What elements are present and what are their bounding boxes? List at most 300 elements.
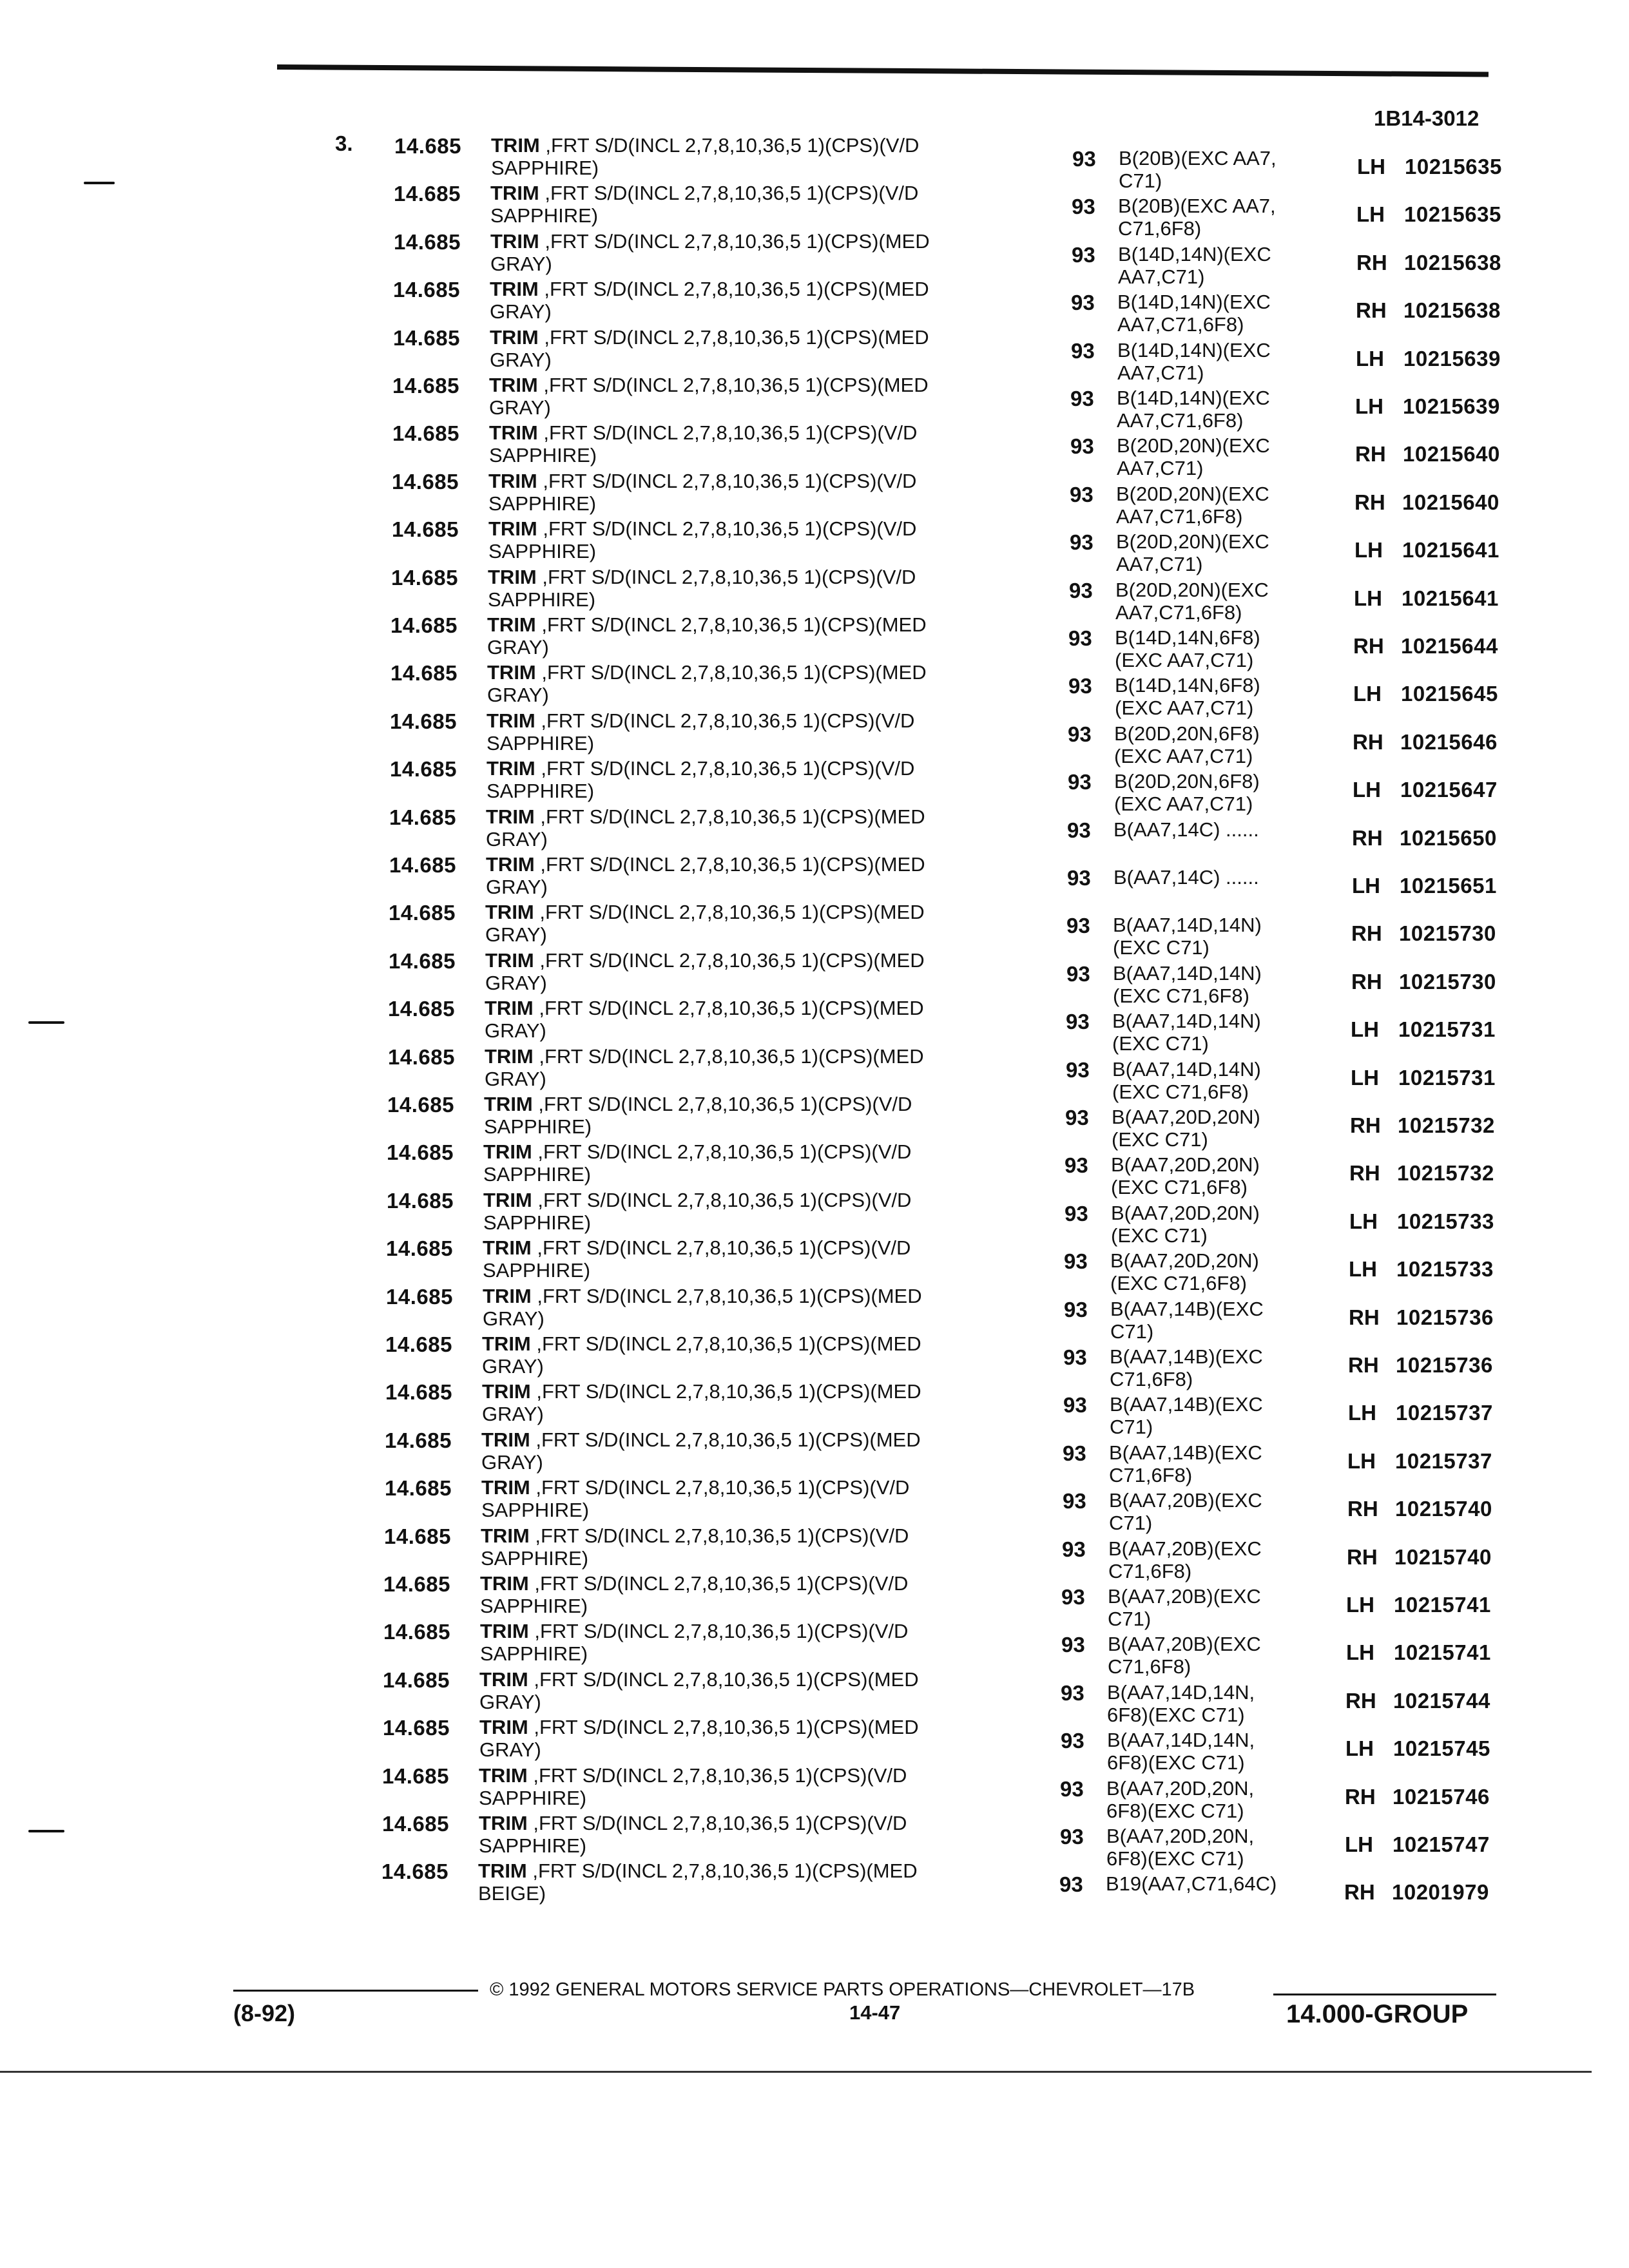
- usage-code: B(AA7,14D,14N) (EXC C71,6F8): [1113, 962, 1262, 1007]
- description-text: ,FRT S/D(INCL 2,7,8,10,36,5 1)(CPS)(V/D SAPPHIRE): [481, 1476, 910, 1521]
- description-text: ,FRT S/D(INCL 2,7,8,10,36,5 1)(CPS)(V/D SAPPHIRE): [488, 566, 916, 611]
- group-number: 14.685: [392, 470, 459, 494]
- revision-date: (8-92): [233, 2000, 296, 2026]
- usage-code: B(AA7,20D,20N, 6F8)(EXC C71): [1106, 1825, 1255, 1870]
- usage-code: B(14D,14N,6F8) (EXC AA7,C71): [1115, 674, 1260, 719]
- model-year: 93: [1068, 770, 1092, 794]
- group-number: 14.685: [389, 853, 456, 877]
- part-number: 10215733: [1396, 1257, 1494, 1281]
- group-number: 14.685: [393, 326, 460, 350]
- model-year: 93: [1071, 339, 1095, 363]
- description-keyword: TRIM: [478, 1860, 527, 1882]
- description-keyword: TRIM: [490, 278, 539, 300]
- part-number: 10215746: [1393, 1785, 1490, 1809]
- footer-rule-left: [233, 1990, 478, 1992]
- description-keyword: TRIM: [480, 1572, 529, 1595]
- usage-code: B(AA7,14D,14N) (EXC C71): [1113, 914, 1262, 959]
- part-number: 10215747: [1393, 1832, 1490, 1856]
- description-keyword: TRIM: [487, 709, 535, 732]
- group-number: 14.685: [385, 1332, 452, 1356]
- description-keyword: TRIM: [481, 1524, 530, 1547]
- group-number: 14.685: [388, 997, 455, 1021]
- part-number: 10215639: [1403, 394, 1500, 418]
- group-number: 14.685: [390, 661, 458, 685]
- part-number: 10215646: [1400, 730, 1498, 754]
- usage-code: B(AA7,20B)(EXC C71): [1109, 1489, 1262, 1534]
- side-indicator: RH: [1347, 1497, 1378, 1521]
- part-description: [484, 1093, 999, 1138]
- description-keyword: TRIM: [480, 1620, 529, 1642]
- usage-code: B(AA7,20D,20N) (EXC C71,6F8): [1110, 1249, 1259, 1294]
- side-indicator: RH: [1354, 490, 1385, 514]
- model-year: 93: [1062, 1537, 1086, 1561]
- table-row: [0, 1332, 1629, 1390]
- side-indicator: LH: [1346, 1593, 1374, 1617]
- part-description: [490, 326, 1005, 371]
- description-text: ,FRT S/D(INCL 2,7,8,10,36,5 1)(CPS)(MED GRAY): [490, 278, 929, 323]
- part-number: 10215737: [1395, 1449, 1492, 1473]
- description-text: ,FRT S/D(INCL 2,7,8,10,36,5 1)(CPS)(MED GRAY): [487, 661, 927, 706]
- part-number: 10215641: [1402, 538, 1499, 562]
- part-number: 10215651: [1400, 874, 1497, 898]
- usage-code: B(AA7,14D,14N) (EXC C71): [1112, 1010, 1261, 1055]
- usage-code: B(20D,20N,6F8) (EXC AA7,C71): [1114, 770, 1260, 815]
- description-text: ,FRT S/D(INCL 2,7,8,10,36,5 1)(CPS)(MED GRAY): [486, 805, 925, 850]
- part-description: [479, 1764, 994, 1809]
- group-number: 14.685: [387, 1093, 454, 1117]
- group-number: 14.685: [381, 1860, 448, 1883]
- side-indicator: LH: [1356, 202, 1385, 226]
- description-text: ,FRT S/D(INCL 2,7,8,10,36,5 1)(CPS)(V/D SAPPHIRE): [480, 1572, 909, 1617]
- description-keyword: TRIM: [491, 134, 540, 157]
- side-indicator: LH: [1346, 1640, 1374, 1664]
- usage-code: B(AA7,20D,20N) (EXC C71): [1111, 1202, 1260, 1247]
- model-year: 93: [1072, 243, 1095, 267]
- part-description: [483, 1140, 999, 1186]
- part-description: [479, 1716, 995, 1761]
- side-indicator: RH: [1349, 1305, 1380, 1329]
- part-number: 10215635: [1405, 155, 1502, 178]
- table-row: [0, 1236, 1629, 1294]
- description-keyword: TRIM: [483, 1236, 532, 1259]
- part-description: [490, 230, 1006, 275]
- side-indicator: LH: [1351, 1066, 1379, 1090]
- part-number: 10215741: [1394, 1593, 1491, 1617]
- part-description: [485, 997, 1000, 1042]
- table-row: [0, 182, 1629, 240]
- side-indicator: RH: [1344, 1880, 1375, 1904]
- part-number: 10215635: [1404, 202, 1501, 226]
- description-keyword: TRIM: [485, 901, 534, 923]
- usage-code: B(20D,20N)(EXC AA7,C71,6F8): [1115, 579, 1269, 624]
- part-number: 10215638: [1403, 298, 1501, 322]
- usage-code: B(20D,20N)(EXC AA7,C71,6F8): [1116, 483, 1269, 528]
- description-keyword: TRIM: [479, 1668, 528, 1691]
- table-row: [0, 853, 1629, 901]
- description-keyword: TRIM: [484, 1093, 533, 1115]
- part-description: [481, 1524, 996, 1570]
- model-year: 93: [1065, 1153, 1088, 1177]
- group-number: 14.685: [391, 566, 458, 590]
- table-row: [0, 757, 1629, 815]
- part-number: 10215641: [1402, 586, 1499, 610]
- table-row: [0, 374, 1629, 432]
- model-year: 93: [1061, 1585, 1085, 1609]
- part-description: [481, 1476, 997, 1521]
- description-keyword: TRIM: [486, 805, 535, 828]
- table-row: [0, 661, 1629, 719]
- group-label: 14.000-GROUP: [1286, 2000, 1469, 2028]
- part-description: [479, 1668, 995, 1713]
- description-text: ,FRT S/D(INCL 2,7,8,10,36,5 1)(CPS)(MED GRAY): [490, 230, 930, 275]
- group-number: 14.685: [384, 1524, 451, 1548]
- part-description: [481, 1428, 997, 1474]
- table-row: [0, 1860, 1629, 1907]
- description-text: ,FRT S/D(INCL 2,7,8,10,36,5 1)(CPS)(V/D SAPPHIRE): [483, 1236, 911, 1282]
- table-row: [0, 709, 1629, 767]
- part-description: [488, 566, 1003, 611]
- part-number: 10215745: [1393, 1736, 1490, 1760]
- table-row: [0, 949, 1629, 1007]
- description-text: ,FRT S/D(INCL 2,7,8,10,36,5 1)(CPS)(V/D SAPPHIRE): [488, 517, 917, 562]
- part-description: [482, 1380, 998, 1425]
- description-text: ,FRT S/D(INCL 2,7,8,10,36,5 1)(CPS)(MED GRAY): [485, 901, 925, 946]
- side-indicator: RH: [1345, 1785, 1376, 1809]
- usage-code: B(AA7,14B)(EXC C71): [1110, 1393, 1263, 1438]
- side-indicator: RH: [1353, 730, 1383, 754]
- model-year: 93: [1072, 195, 1095, 218]
- group-number: 14.685: [394, 230, 461, 254]
- part-description: [490, 182, 1006, 227]
- model-year: 93: [1066, 914, 1090, 937]
- footer-rule-right: [1273, 1994, 1496, 1995]
- usage-code: B(AA7,14D,14N, 6F8)(EXC C71): [1107, 1681, 1255, 1726]
- usage-code: B(AA7,14D,14N, 6F8)(EXC C71): [1107, 1729, 1255, 1774]
- side-indicator: RH: [1356, 251, 1387, 274]
- description-keyword: TRIM: [488, 517, 537, 540]
- group-number: 14.685: [390, 709, 457, 733]
- part-description: [487, 757, 1002, 802]
- model-year: 93: [1061, 1729, 1084, 1753]
- description-text: ,FRT S/D(INCL 2,7,8,10,36,5 1)(CPS)(MED GRAY): [482, 1380, 921, 1425]
- table-row: [0, 613, 1629, 671]
- usage-code: B(AA7,20B)(EXC C71,6F8): [1108, 1633, 1261, 1678]
- usage-code: B(AA7,14B)(EXC C71,6F8): [1110, 1345, 1263, 1390]
- part-number: 10215744: [1393, 1689, 1490, 1713]
- description-text: ,FRT S/D(INCL 2,7,8,10,36,5 1)(CPS)(V/D SAPPHIRE): [480, 1620, 909, 1665]
- model-year: 93: [1063, 1393, 1087, 1417]
- description-text: ,FRT S/D(INCL 2,7,8,10,36,5 1)(CPS)(MED GRAY): [486, 853, 925, 898]
- table-row: [0, 566, 1629, 624]
- part-description: [480, 1572, 996, 1617]
- model-year: 93: [1066, 1010, 1090, 1033]
- usage-code: B(20D,20N)(EXC AA7,C71): [1117, 434, 1270, 479]
- group-number: 14.685: [383, 1668, 450, 1692]
- model-year: 93: [1068, 722, 1092, 746]
- group-number: 14.685: [389, 805, 456, 829]
- part-number: 10215644: [1401, 634, 1498, 658]
- model-year: 93: [1070, 434, 1094, 458]
- usage-code: B(14D,14N)(EXC AA7,C71,6F8): [1117, 291, 1271, 336]
- model-year: 93: [1066, 1058, 1090, 1082]
- group-number: 14.685: [393, 278, 460, 302]
- table-row: [0, 470, 1629, 528]
- part-number: 10215647: [1400, 778, 1498, 802]
- usage-code: B(AA7,14B)(EXC C71,6F8): [1109, 1441, 1262, 1486]
- table-row: [0, 805, 1629, 853]
- description-text: ,FRT S/D(INCL 2,7,8,10,36,5 1)(CPS)(MED GRAY): [485, 1045, 924, 1090]
- part-description: [486, 805, 1001, 850]
- description-text: ,FRT S/D(INCL 2,7,8,10,36,5 1)(CPS)(V/D SAPPHIRE): [479, 1764, 907, 1809]
- part-number: 10215736: [1396, 1305, 1494, 1329]
- group-number: 14.685: [389, 949, 456, 973]
- description-text: ,FRT S/D(INCL 2,7,8,10,36,5 1)(CPS)(V/D SAPPHIRE): [487, 709, 915, 754]
- model-year: 93: [1067, 866, 1091, 890]
- description-text: ,FRT S/D(INCL 2,7,8,10,36,5 1)(CPS)(V/D SAPPHIRE): [484, 1093, 912, 1138]
- part-number: 10215639: [1403, 347, 1501, 370]
- catalog-code: 1B14-3012: [1374, 106, 1480, 130]
- table-row: [0, 421, 1629, 479]
- usage-code: B(AA7,20B)(EXC C71): [1108, 1585, 1261, 1630]
- part-description: [483, 1285, 998, 1330]
- description-keyword: TRIM: [487, 661, 536, 684]
- table-row: [0, 1476, 1629, 1534]
- usage-code: B(AA7,14C) ......: [1113, 866, 1259, 889]
- part-description: [487, 709, 1002, 754]
- description-keyword: TRIM: [481, 1476, 530, 1499]
- description-keyword: TRIM: [482, 1332, 531, 1355]
- model-year: 93: [1065, 1202, 1088, 1225]
- model-year: 93: [1068, 674, 1092, 698]
- part-description: [485, 1045, 1000, 1090]
- bottom-rule: [0, 2071, 1592, 2073]
- part-number: 10215733: [1397, 1209, 1494, 1233]
- part-number: 10215732: [1398, 1113, 1495, 1137]
- table-row: [0, 1764, 1629, 1822]
- side-indicator: LH: [1349, 1209, 1378, 1233]
- description-keyword: TRIM: [488, 470, 537, 492]
- description-text: ,FRT S/D(INCL 2,7,8,10,36,5 1)(CPS)(MED GRAY): [485, 997, 924, 1042]
- part-description: [487, 613, 1003, 658]
- model-year: 93: [1072, 147, 1096, 171]
- description-text: ,FRT S/D(INCL 2,7,8,10,36,5 1)(CPS)(V/D SAPPHIRE): [481, 1524, 909, 1570]
- model-year: 93: [1063, 1345, 1087, 1369]
- model-year: 93: [1071, 291, 1095, 314]
- model-year: 93: [1070, 483, 1094, 506]
- model-year: 93: [1067, 818, 1091, 842]
- usage-code: B(AA7,20D,20N) (EXC C71,6F8): [1111, 1153, 1260, 1198]
- usage-code: B19(AA7,C71,64C): [1106, 1872, 1277, 1895]
- table-row: [0, 278, 1629, 336]
- model-year: 93: [1060, 1825, 1084, 1849]
- usage-code: B(AA7,20D,20N, 6F8)(EXC C71): [1106, 1777, 1255, 1822]
- part-description: [483, 1236, 998, 1282]
- group-number: 14.685: [390, 757, 457, 781]
- description-text: ,FRT S/D(INCL 2,7,8,10,36,5 1)(CPS)(MED GRAY): [479, 1716, 919, 1761]
- description-text: ,FRT S/D(INCL 2,7,8,10,36,5 1)(CPS)(V/D SAPPHIRE): [479, 1812, 907, 1857]
- table-row: [0, 1524, 1629, 1582]
- description-text: ,FRT S/D(INCL 2,7,8,10,36,5 1)(CPS)(V/D SAPPHIRE): [489, 421, 918, 466]
- description-keyword: TRIM: [490, 230, 539, 253]
- side-indicator: LH: [1354, 538, 1383, 562]
- usage-code: B(AA7,20D,20N) (EXC C71): [1112, 1106, 1260, 1151]
- part-number: 10215731: [1398, 1017, 1496, 1041]
- side-indicator: LH: [1355, 394, 1383, 418]
- table-row: [0, 326, 1629, 384]
- side-indicator: RH: [1353, 634, 1384, 658]
- part-description: [483, 1189, 999, 1234]
- side-indicator: RH: [1355, 442, 1386, 466]
- part-description: [480, 1620, 996, 1665]
- table-row: [0, 1572, 1629, 1630]
- description-keyword: TRIM: [483, 1285, 532, 1307]
- description-text: ,FRT S/D(INCL 2,7,8,10,36,5 1)(CPS)(MED GRAY): [490, 326, 929, 371]
- part-number: 10215638: [1404, 251, 1501, 274]
- description-keyword: TRIM: [490, 182, 539, 204]
- side-indicator: RH: [1356, 298, 1387, 322]
- group-number: 14.685: [383, 1716, 450, 1740]
- side-indicator: LH: [1353, 778, 1381, 802]
- page-number: 14-47: [849, 2001, 901, 2024]
- part-number: 10215736: [1396, 1353, 1493, 1377]
- model-year: 93: [1063, 1441, 1086, 1465]
- description-keyword: TRIM: [485, 949, 534, 972]
- table-row: [0, 1093, 1629, 1151]
- group-number: 14.685: [394, 182, 461, 206]
- model-year: 93: [1061, 1633, 1085, 1657]
- description-text: ,FRT S/D(INCL 2,7,8,10,36,5 1)(CPS)(MED GRAY): [487, 613, 927, 658]
- model-year: 93: [1059, 1872, 1083, 1896]
- description-keyword: TRIM: [488, 566, 537, 588]
- part-description: [488, 517, 1004, 562]
- group-number: 14.685: [389, 901, 456, 925]
- part-description: [478, 1860, 994, 1905]
- part-description: [479, 1812, 994, 1857]
- table-row: [0, 230, 1629, 288]
- description-text: ,FRT S/D(INCL 2,7,8,10,36,5 1)(CPS)(MED BEIGE): [478, 1860, 918, 1905]
- table-row: [0, 1812, 1629, 1870]
- part-number: 10215740: [1394, 1545, 1492, 1569]
- top-rule: [277, 64, 1489, 77]
- side-indicator: LH: [1351, 1017, 1379, 1041]
- description-keyword: TRIM: [479, 1716, 528, 1738]
- side-indicator: LH: [1357, 155, 1385, 178]
- description-keyword: TRIM: [487, 757, 535, 780]
- part-number: 10215730: [1399, 970, 1496, 994]
- model-year: 93: [1063, 1489, 1086, 1513]
- usage-code: B(AA7,14B)(EXC C71): [1110, 1298, 1264, 1343]
- usage-code: B(20B)(EXC AA7, C71,6F8): [1118, 195, 1276, 240]
- group-number: 14.685: [385, 1380, 452, 1404]
- group-number: 14.685: [390, 613, 458, 637]
- side-indicator: RH: [1348, 1353, 1379, 1377]
- usage-code: B(20D,20N)(EXC AA7,C71): [1116, 530, 1269, 575]
- description-keyword: TRIM: [479, 1812, 528, 1834]
- group-number: 14.685: [385, 1428, 452, 1452]
- usage-code: B(14D,14N,6F8) (EXC AA7,C71): [1115, 626, 1260, 671]
- table-row: [0, 1716, 1629, 1774]
- side-indicator: RH: [1350, 1113, 1381, 1137]
- side-indicator: LH: [1349, 1257, 1377, 1281]
- part-description: [487, 661, 1003, 706]
- part-number: 10215640: [1402, 490, 1499, 514]
- side-indicator: RH: [1347, 1545, 1378, 1569]
- side-indicator: LH: [1354, 586, 1382, 610]
- group-number: 14.685: [387, 1189, 454, 1213]
- description-text: ,FRT S/D(INCL 2,7,8,10,36,5 1)(CPS)(MED GRAY): [483, 1285, 922, 1330]
- description-text: ,FRT S/D(INCL 2,7,8,10,36,5 1)(CPS)(V/D SAPPHIRE): [487, 757, 915, 802]
- group-number: 14.685: [392, 421, 459, 445]
- group-number: 14.685: [392, 517, 459, 541]
- part-description: [485, 949, 1001, 994]
- copyright-notice: © 1992 GENERAL MOTORS SERVICE PARTS OPERATIONS—CHEVROLET—17B: [490, 1979, 1195, 2000]
- description-text: ,FRT S/D(INCL 2,7,8,10,36,5 1)(CPS)(MED GRAY): [489, 374, 929, 419]
- table-row: [0, 997, 1629, 1055]
- model-year: 93: [1066, 962, 1090, 986]
- model-year: 93: [1068, 626, 1092, 650]
- part-description: [491, 134, 1007, 179]
- usage-code: B(14D,14N)(EXC AA7,C71): [1118, 243, 1271, 288]
- part-number: 10215731: [1398, 1066, 1496, 1090]
- usage-code: B(AA7,20B)(EXC C71,6F8): [1108, 1537, 1262, 1582]
- table-row: [0, 901, 1629, 959]
- side-indicator: RH: [1349, 1161, 1380, 1185]
- group-number: 14.685: [385, 1476, 452, 1500]
- description-keyword: TRIM: [489, 421, 538, 444]
- part-number: 10215737: [1396, 1401, 1493, 1425]
- table-row: [0, 1668, 1629, 1726]
- part-number: 10215740: [1395, 1497, 1492, 1521]
- side-indicator: LH: [1356, 347, 1384, 370]
- part-description: [486, 853, 1001, 898]
- table-row: [0, 1045, 1629, 1103]
- part-description: [482, 1332, 998, 1378]
- model-year: 93: [1064, 1298, 1088, 1321]
- model-year: 93: [1065, 1106, 1089, 1129]
- description-text: ,FRT S/D(INCL 2,7,8,10,36,5 1)(CPS)(V/D SAPPHIRE): [491, 134, 920, 179]
- group-number: 14.685: [386, 1285, 453, 1309]
- part-number: 10201979: [1392, 1880, 1489, 1904]
- description-keyword: TRIM: [483, 1189, 532, 1211]
- model-year: 93: [1060, 1777, 1084, 1801]
- group-number: 14.685: [382, 1764, 449, 1788]
- group-number: 14.685: [382, 1812, 449, 1836]
- item-number: 3.: [335, 131, 353, 155]
- usage-code: B(20B)(EXC AA7, C71): [1119, 147, 1277, 192]
- description-keyword: TRIM: [490, 326, 539, 349]
- part-number: 10215650: [1400, 826, 1497, 850]
- side-indicator: RH: [1351, 921, 1382, 945]
- table-row: [0, 1428, 1629, 1486]
- side-indicator: LH: [1345, 1832, 1373, 1856]
- part-number: 10215732: [1397, 1161, 1494, 1185]
- part-number: 10215741: [1394, 1640, 1491, 1664]
- model-year: 93: [1069, 579, 1093, 602]
- usage-code: B(AA7,14C) ......: [1113, 818, 1259, 841]
- side-indicator: RH: [1352, 826, 1383, 850]
- part-number: 10215645: [1401, 682, 1498, 706]
- description-text: ,FRT S/D(INCL 2,7,8,10,36,5 1)(CPS)(MED GRAY): [481, 1428, 921, 1474]
- description-text: ,FRT S/D(INCL 2,7,8,10,36,5 1)(CPS)(MED GRAY): [485, 949, 925, 994]
- group-number: 14.685: [386, 1236, 453, 1260]
- group-number: 14.685: [387, 1140, 454, 1164]
- table-row: [0, 1189, 1629, 1247]
- description-text: ,FRT S/D(INCL 2,7,8,10,36,5 1)(CPS)(V/D SAPPHIRE): [488, 470, 917, 515]
- side-indicator: LH: [1353, 682, 1382, 706]
- description-keyword: TRIM: [479, 1764, 528, 1787]
- description-keyword: TRIM: [482, 1380, 531, 1403]
- group-number: 14.685: [394, 134, 461, 158]
